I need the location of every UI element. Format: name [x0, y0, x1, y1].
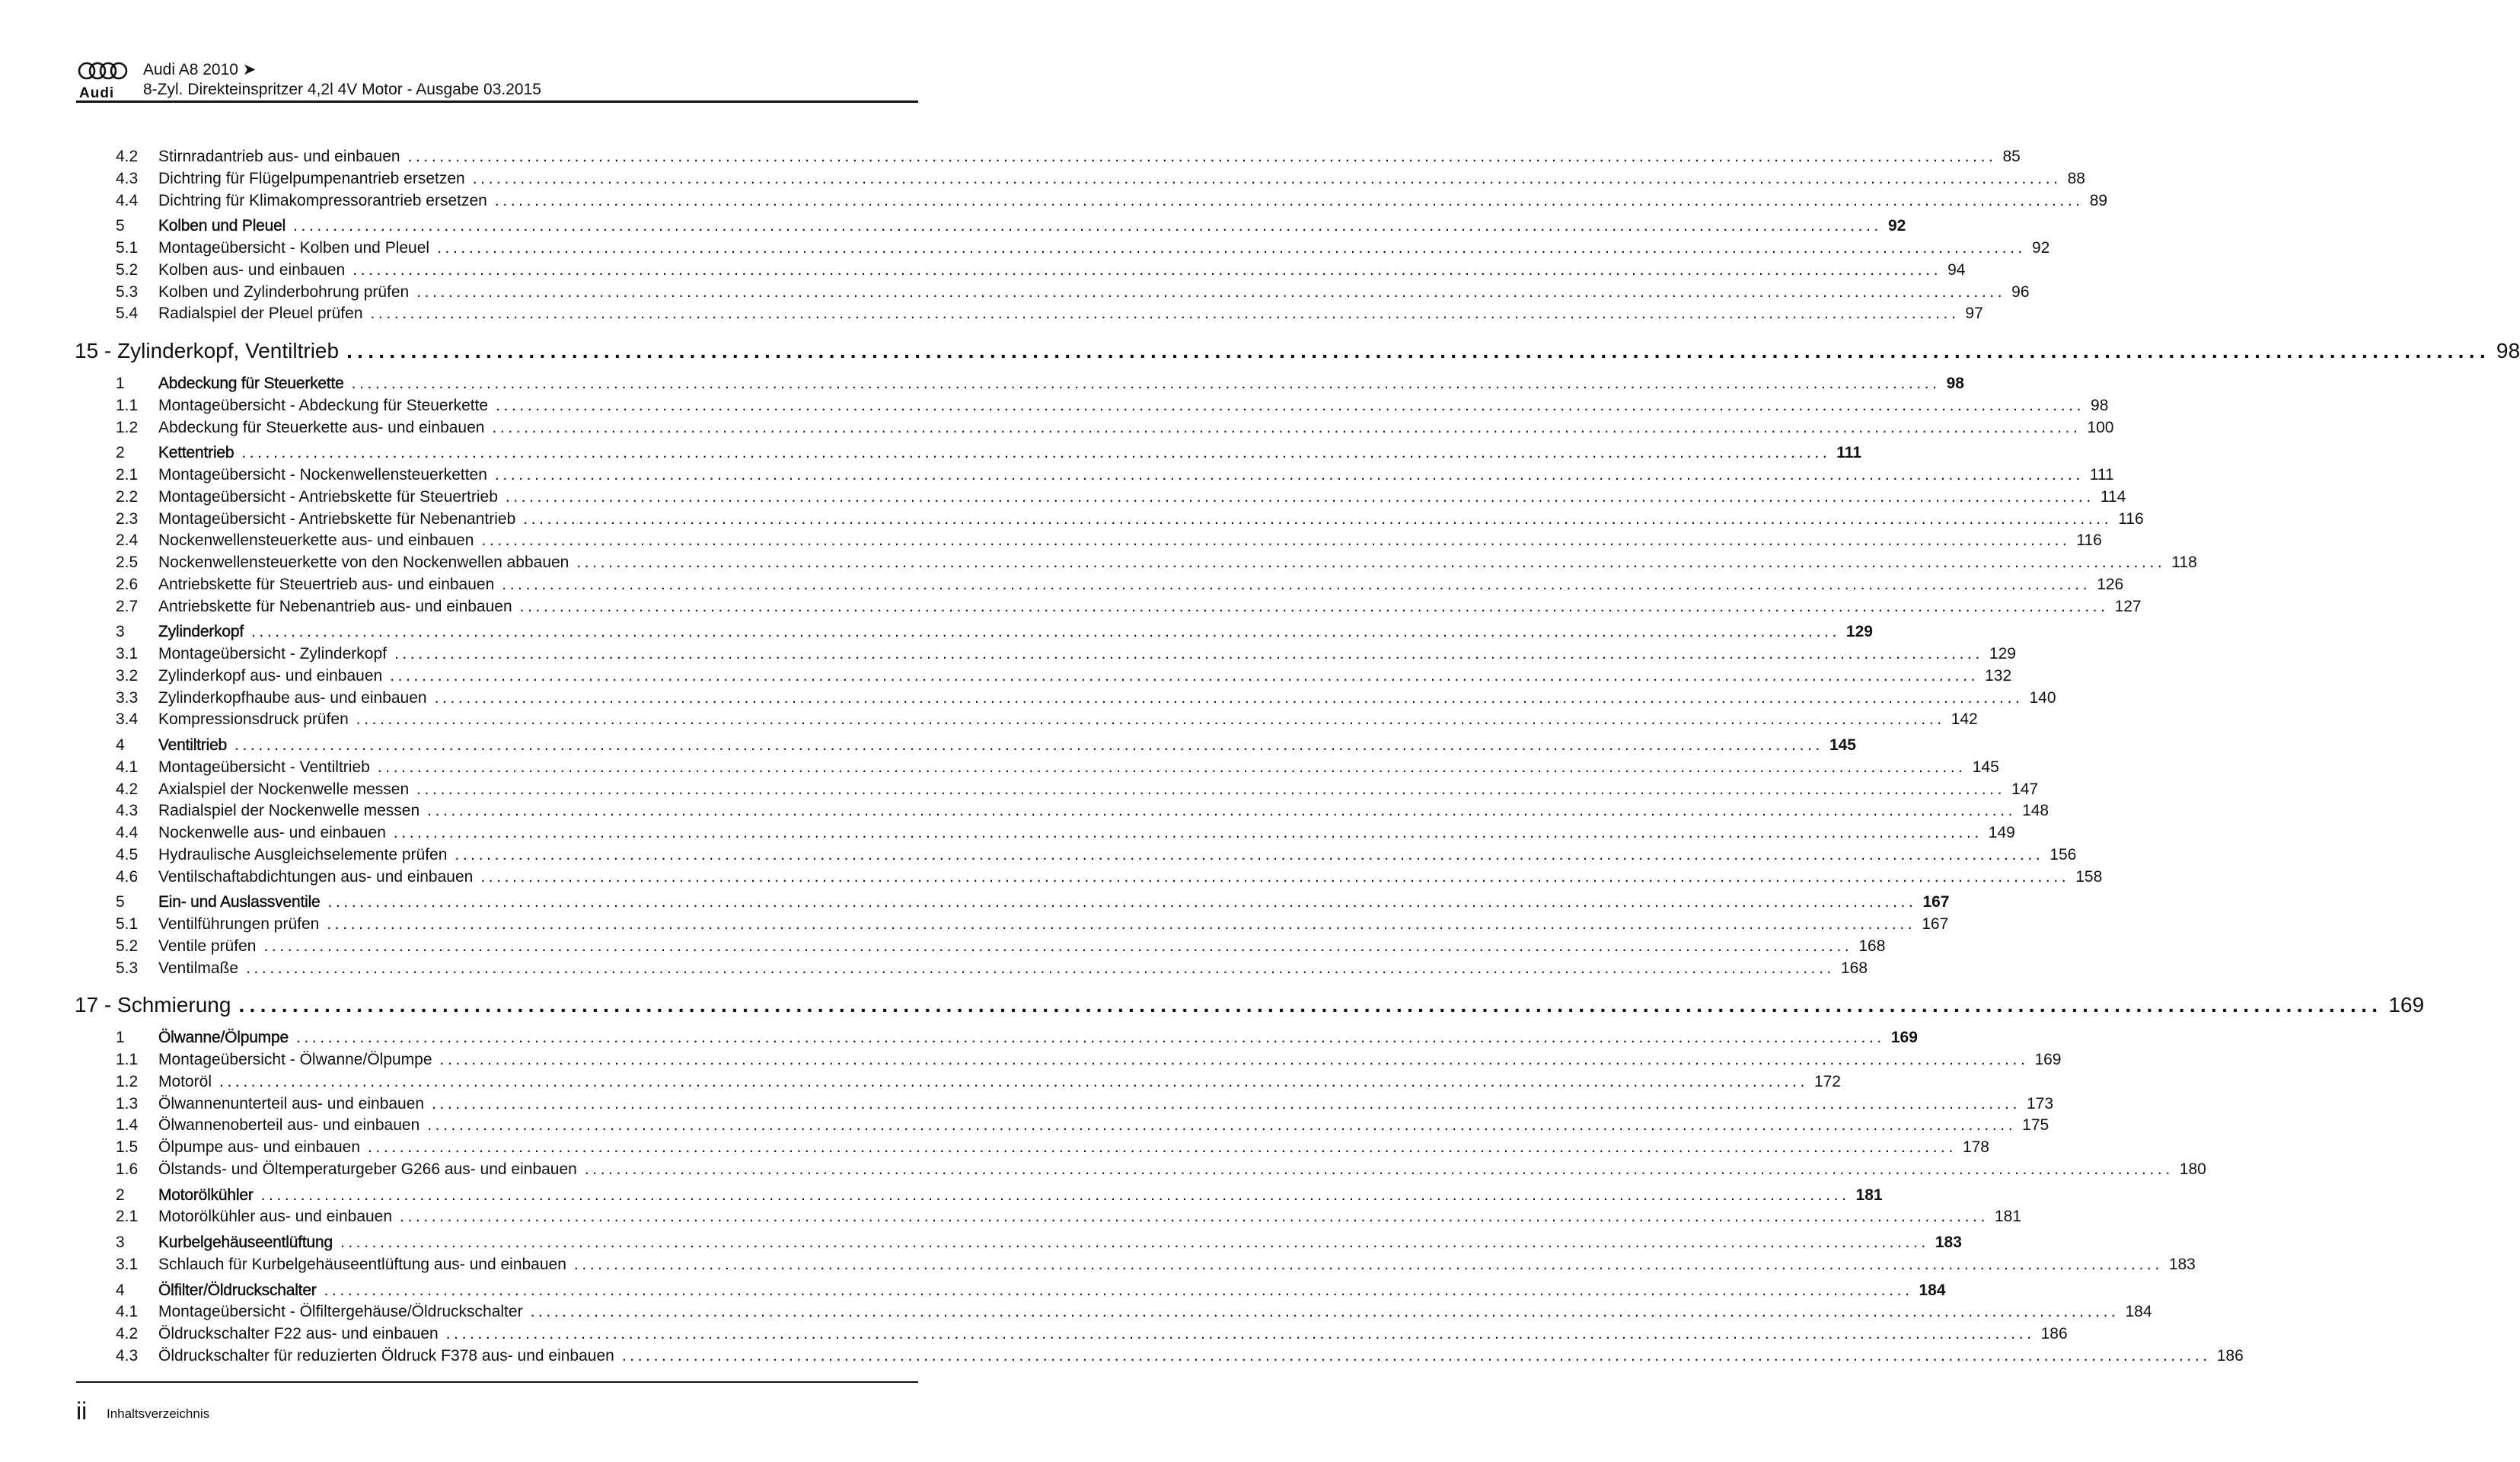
toc-subsection-row[interactable]: [75, 509, 2144, 531]
toc-subsection-row[interactable]: [75, 1071, 1841, 1093]
toc-entry-page: 114: [2100, 487, 2126, 506]
toc-entry-page: 183: [1935, 1234, 1962, 1251]
toc-entry-number: 1.1: [116, 396, 139, 414]
toc-dot-leader: ........................................................................................................................................................................................................: [238, 993, 2383, 1017]
toc-entry-number: 1.1: [116, 1051, 139, 1068]
toc-entry-title: Zylinderkopfhaube aus- und einbauen: [158, 688, 427, 707]
toc-entry-title: Antriebskette für Nebenantrieb aus- und einbauen: [158, 597, 512, 615]
toc-entry-title: Abdeckung für Steuerkette aus- und einbauen: [158, 418, 485, 436]
toc-dot-leader: ........................................................................................................................................................................................................: [573, 1255, 2163, 1273]
toc-entry-page: 129: [1845, 623, 1873, 641]
toc-entry-title: Antriebskette für Steuertrieb aus- und einbauen: [158, 575, 495, 593]
toc-entry-page: 175: [2022, 1116, 2049, 1135]
toc-entry-number: 1.3: [116, 1094, 139, 1112]
toc-entry-page: 98: [2091, 396, 2109, 414]
toc-entry-title: Hydraulische Ausgleichselemente prüfen: [158, 845, 448, 863]
toc-entry-page: 173: [2027, 1094, 2054, 1112]
toc-subsection-row[interactable]: [75, 303, 1983, 325]
toc-dot-leader: ........................................................................................................................................................................................................: [494, 191, 2084, 209]
toc-entry-page: 149: [1988, 824, 2015, 841]
toc-entry-number: 2.7: [116, 597, 139, 615]
footer-page-number: ii: [76, 1397, 88, 1425]
toc-subsection-row[interactable]: [75, 238, 2050, 260]
table-of-contents: [75, 146, 2520, 1368]
toc-subsection-row[interactable]: [75, 417, 2114, 439]
toc-section-row[interactable]: [75, 892, 1950, 914]
toc-entry-number: 4.2: [116, 780, 139, 798]
toc-entry-number: 1.2: [116, 418, 139, 436]
toc-entry-number: 4.3: [116, 802, 139, 820]
toc-entry-title: Montageübersicht - Kolben und Pleuel: [158, 239, 430, 257]
toc-dot-leader: ........................................................................................................................................................................................................: [241, 444, 1831, 462]
toc-subsection-row[interactable]: [75, 779, 2039, 801]
toc-entry-title: Stirnradantrieb aus- und einbauen: [158, 148, 400, 165]
toc-entry-page: 92: [2031, 239, 2050, 257]
toc-subsection-row[interactable]: [75, 395, 2109, 417]
toc-subsection-row[interactable]: [75, 914, 1949, 936]
toc-dot-leader: ........................................................................................................................................................................................................: [407, 148, 1997, 165]
toc-dot-leader: ........................................................................................................................................................................................................: [250, 623, 1840, 641]
header-divider: [76, 101, 918, 103]
toc-entry-page: 97: [1965, 305, 1983, 323]
toc-entry-title: Kurbelgehäuseentlüftung: [158, 1234, 333, 1251]
toc-entry-page: 186: [2040, 1325, 2068, 1342]
toc-dot-leader: ........................................................................................................................................................................................................: [416, 283, 2006, 301]
toc-entry-title: Ölwannenunterteil aus- und einbauen: [158, 1094, 425, 1112]
toc-entry-title: Kettentrieb: [158, 444, 234, 462]
toc-dot-leader: ........................................................................................................................................................................................................: [351, 375, 1941, 392]
toc-dot-leader: ........................................................................................................................................................................................................: [472, 169, 2062, 187]
toc-entry-title: Nockenwellensteuerkette von den Nockenwellen abbauen: [158, 554, 569, 571]
toc-entry-page: 186: [2216, 1346, 2244, 1365]
toc-entry-title: Montageübersicht - Ölwanne/Ölpumpe: [158, 1051, 432, 1068]
toc-dot-leader: ........................................................................................................................................................................................................: [393, 824, 1983, 841]
toc-entry-title: Ventile prüfen: [158, 937, 257, 955]
toc-dot-leader: ........................................................................................................................................................................................................: [416, 780, 2006, 798]
toc-dot-leader: ........................................................................................................................................................................................................: [368, 1138, 1957, 1156]
toc-section-row[interactable]: [75, 373, 1964, 395]
toc-entry-title: Nockenwelle aus- und einbauen: [158, 824, 386, 841]
toc-dot-leader: ........................................................................................................................................................................................................: [370, 305, 1960, 323]
toc-dot-leader: ........................................................................................................................................................................................................: [427, 802, 2017, 820]
toc-entry-number: 2.5: [116, 554, 139, 571]
toc-dot-leader: ........................................................................................................................................................................................................: [356, 710, 1945, 729]
toc-dot-leader: ........................................................................................................................................................................................................: [584, 1160, 2174, 1178]
toc-dot-leader: ........................................................................................................................................................................................................: [327, 893, 1917, 911]
toc-entry-page: 89: [2089, 191, 2108, 209]
toc-dot-leader: ........................................................................................................................................................................................................: [439, 1051, 2029, 1068]
toc-subsection-row[interactable]: [75, 1345, 2244, 1368]
toc-entry-number: 5.3: [116, 959, 139, 977]
toc-entry-number: 2.3: [116, 509, 139, 528]
toc-subsection-row[interactable]: [75, 190, 2108, 212]
toc-chapter-row[interactable]: [75, 333, 2520, 369]
toc-entry-page: 116: [2118, 509, 2144, 528]
toc-entry-page: 148: [2022, 802, 2049, 820]
toc-entry-page: 85: [2002, 148, 2021, 165]
toc-subsection-row[interactable]: [75, 958, 1868, 980]
toc-entry-page: 158: [2075, 867, 2103, 886]
toc-entry-title: Zylinderkopf aus- und einbauen: [158, 666, 383, 685]
toc-dot-leader: ........................................................................................................................................................................................................: [481, 531, 2071, 550]
toc-entry-page: 94: [1947, 260, 1966, 279]
toc-entry-number: 4.6: [116, 867, 139, 886]
toc-entry-title: Ventilführungen prüfen: [158, 915, 320, 933]
toc-subsection-row[interactable]: [75, 757, 1999, 779]
toc-subsection-row[interactable]: [75, 596, 2142, 618]
toc-subsection-row[interactable]: [75, 168, 2085, 190]
toc-dot-leader: ........................................................................................................................................................................................................: [263, 937, 1853, 955]
toc-section-row[interactable]: [75, 621, 1873, 643]
toc-dot-leader: ........................................................................................................................................................................................................: [246, 959, 1835, 977]
toc-entry-title: Montageübersicht - Abdeckung für Steuerkette: [158, 396, 489, 414]
toc-entry-title: Abdeckung für Steuerkette: [158, 375, 344, 392]
toc-entry-title: Ölpumpe aus- und einbauen: [158, 1138, 361, 1156]
toc-entry-title: Montageübersicht - Ölfiltergehäuse/Öldruckschalter: [158, 1303, 523, 1321]
toc-entry-number: 3: [116, 623, 125, 641]
toc-entry-title: Ein- und Auslassventile: [158, 893, 321, 911]
toc-subsection-row[interactable]: [75, 688, 2056, 710]
toc-entry-number: 5.2: [116, 260, 139, 279]
toc-entry-title: Dichtring für Flügelpumpenantrieb ersetzen: [158, 169, 465, 187]
toc-subsection-row[interactable]: [75, 1301, 2152, 1323]
toc-entry-page: 111: [1836, 444, 1862, 462]
toc-dot-leader: ........................................................................................................................................................................................................: [496, 396, 2085, 414]
toc-dot-leader: ........................................................................................................................................................................................................: [427, 1116, 2017, 1135]
document-subtitle: 8-Zyl. Direkteinspritzer 4,2l 4V Motor - Ausgabe 03.2015: [143, 81, 541, 98]
toc-dot-leader: ........................................................................................................................................................................................................: [445, 1325, 2035, 1342]
toc-entry-page: 184: [1919, 1281, 1946, 1299]
toc-entry-page: 88: [2067, 169, 2085, 187]
toc-subsection-row[interactable]: [75, 666, 2012, 688]
toc-dot-leader: ........................................................................................................................................................................................................: [530, 1303, 2120, 1321]
toc-entry-number: 1.4: [116, 1116, 139, 1135]
toc-entry-number: 2.6: [116, 575, 139, 593]
footer-section-label: Inhaltsverzeichnis: [107, 1406, 210, 1421]
toc-entry-number: 2: [116, 1186, 125, 1204]
toc-entry-number: 4.1: [116, 1303, 139, 1321]
toc-dot-leader: ........................................................................................................................................................................................................: [340, 1234, 1929, 1251]
toc-entry-title: Öldruckschalter F22 aus- und einbauen: [158, 1325, 439, 1342]
toc-dot-leader: ........................................................................................................................................................................................................: [519, 597, 2109, 615]
toc-entry-title: Kolben und Pleuel: [158, 217, 286, 235]
toc-entry-title: Montageübersicht - Zylinderkopf: [158, 645, 387, 662]
toc-entry-page: 111: [2089, 466, 2114, 484]
toc-entry-page: 100: [2087, 418, 2114, 436]
toc-dot-leader: ........................................................................................................................................................................................................: [455, 845, 2044, 863]
toc-entry-title: Motoröl: [158, 1072, 212, 1090]
toc-entry-page: 129: [1989, 645, 2016, 662]
toc-entry-title: Ventilschaftabdichtungen aus- und einbauen: [158, 867, 474, 886]
toc-subsection-row[interactable]: [75, 530, 2102, 552]
toc-section-row[interactable]: [75, 735, 1856, 757]
toc-entry-number: 3.1: [116, 645, 139, 662]
toc-subsection-row[interactable]: [75, 822, 2015, 844]
toc-entry-page: 140: [2029, 688, 2056, 707]
toc-entry-number: 2.1: [116, 466, 139, 484]
toc-entry-title: Nockenwellensteuerkette aus- und einbauen: [158, 531, 474, 550]
toc-entry-number: 5.3: [116, 283, 139, 301]
toc-entry-title: Motorölkühler aus- und einbauen: [158, 1208, 393, 1226]
toc-entry-title: Ventilmaße: [158, 959, 239, 977]
toc-entry-title: Ölwannenoberteil aus- und einbauen: [158, 1116, 420, 1135]
toc-entry-title: Ölstands- und Öltemperaturgeber G266 aus- und einbauen: [158, 1160, 577, 1178]
toc-subsection-row[interactable]: [75, 643, 2016, 666]
toc-dot-leader: ........................................................................................................................................................................................................: [492, 418, 2081, 436]
toc-entry-number: 4.5: [116, 845, 139, 863]
toc-entry-page: 145: [1829, 736, 1856, 754]
toc-subsection-row[interactable]: [75, 936, 1886, 958]
toc-entry-title: 15 - Zylinderkopf, Ventiltrieb: [75, 339, 340, 362]
toc-chapter-row[interactable]: [75, 987, 2425, 1023]
toc-dot-leader: ........................................................................................................................................................................................................: [432, 1094, 2021, 1112]
toc-entry-page: 169: [2388, 993, 2425, 1017]
toc-entry-number: 2.1: [116, 1208, 139, 1226]
toc-entry-title: Ventiltrieb: [158, 736, 228, 754]
toc-entry-number: 2.2: [116, 487, 139, 506]
toc-entry-page: 169: [1890, 1029, 1918, 1047]
toc-entry-number: 3.4: [116, 710, 139, 729]
toc-entry-page: 156: [2049, 845, 2077, 863]
toc-entry-number: 3.2: [116, 666, 139, 685]
toc-dot-leader: ........................................................................................................................................................................................................: [234, 736, 1823, 754]
toc-entry-title: Axialspiel der Nockenwelle messen: [158, 780, 410, 798]
toc-dot-leader: ........................................................................................................................................................................................................: [346, 339, 2490, 362]
toc-dot-leader: ........................................................................................................................................................................................................: [434, 688, 2024, 707]
toc-entry-page: 142: [1951, 710, 1978, 729]
toc-entry-number: 3.1: [116, 1255, 139, 1273]
document-title: Audi A8 2010 ➤: [143, 61, 257, 78]
toc-entry-page: 98: [1946, 375, 1964, 392]
toc-dot-leader: ........................................................................................................................................................................................................: [480, 867, 2070, 886]
toc-entry-page: 167: [1922, 915, 1949, 933]
toc-dot-leader: ........................................................................................................................................................................................................: [621, 1346, 2211, 1365]
toc-entry-page: 172: [1813, 1072, 1841, 1090]
toc-dot-leader: ........................................................................................................................................................................................................: [494, 466, 2084, 484]
toc-entry-number: 1.6: [116, 1160, 139, 1178]
audi-rings-logo: [78, 61, 128, 81]
toc-subsection-row[interactable]: [75, 1206, 2021, 1228]
toc-entry-title: Kompressionsdruck prüfen: [158, 710, 349, 729]
toc-subsection-row[interactable]: [75, 800, 2049, 822]
toc-subsection-row[interactable]: [75, 1115, 2049, 1137]
toc-entry-number: 1.2: [116, 1072, 139, 1090]
toc-section-row[interactable]: [75, 1185, 1883, 1207]
toc-entry-page: 98: [2496, 339, 2520, 362]
toc-entry-number: 5: [116, 217, 125, 235]
toc-entry-number: 3.3: [116, 688, 139, 707]
toc-entry-page: 126: [2097, 575, 2124, 593]
toc-subsection-row[interactable]: [75, 146, 2021, 168]
footer-divider: [76, 1381, 918, 1383]
toc-entry-title: Zylinderkopf: [158, 623, 244, 641]
toc-entry-page: 116: [2076, 531, 2102, 550]
toc-subsection-row[interactable]: [75, 709, 1978, 731]
toc-entry-number: 4.2: [116, 148, 139, 165]
toc-subsection-row[interactable]: [75, 1323, 2068, 1345]
toc-entry-number: 5.1: [116, 239, 139, 257]
toc-entry-page: 167: [1922, 893, 1950, 911]
toc-section-row[interactable]: [75, 215, 1906, 238]
toc-entry-title: Ölfilter/Öldruckschalter: [158, 1281, 317, 1299]
toc-subsection-row[interactable]: [75, 464, 2114, 487]
toc-subsection-row[interactable]: [75, 282, 2030, 304]
toc-entry-number: 1.5: [116, 1138, 139, 1156]
toc-entry-number: 4.3: [116, 1346, 139, 1365]
toc-dot-leader: ........................................................................................................................................................................................................: [295, 1029, 1885, 1047]
toc-dot-leader: ........................................................................................................................................................................................................: [400, 1208, 1989, 1226]
toc-entry-number: 4.3: [116, 169, 139, 187]
toc-entry-page: 132: [1985, 666, 2012, 685]
toc-entry-page: 147: [2011, 780, 2039, 798]
toc-subsection-row[interactable]: [75, 487, 2126, 509]
toc-entry-title: Montageübersicht - Antriebskette für Steuertrieb: [158, 487, 498, 506]
toc-subsection-row[interactable]: [75, 1093, 2054, 1116]
toc-entry-number: 1: [116, 375, 125, 392]
toc-entry-title: Radialspiel der Nockenwelle messen: [158, 802, 420, 820]
toc-entry-page: 92: [1887, 217, 1906, 235]
toc-dot-leader: ........................................................................................................................................................................................................: [327, 915, 1916, 933]
toc-entry-page: 168: [1840, 959, 1868, 977]
toc-entry-number: 2.4: [116, 531, 139, 550]
toc-subsection-row[interactable]: [75, 260, 1966, 282]
toc-subsection-row[interactable]: [75, 1159, 2206, 1181]
toc-entry-number: 4: [116, 736, 125, 754]
toc-subsection-row[interactable]: [75, 1137, 1989, 1159]
toc-entry-number: 5.4: [116, 305, 139, 323]
toc-entry-number: 4: [116, 1281, 125, 1299]
toc-subsection-row[interactable]: [75, 867, 2103, 889]
toc-entry-title: Öldruckschalter für reduzierten Öldruck F378 aus- und einbauen: [158, 1346, 614, 1365]
toc-entry-page: 118: [2171, 554, 2197, 571]
toc-entry-page: 184: [2125, 1303, 2152, 1321]
toc-entry-page: 181: [1855, 1186, 1883, 1204]
toc-dot-leader: ........................................................................................................................................................................................................: [390, 666, 1979, 685]
toc-entry-title: Dichtring für Klimakompressorantrieb ersetzen: [158, 191, 487, 209]
toc-entry-title: Schlauch für Kurbelgehäuseentlüftung aus- und einbauen: [158, 1255, 566, 1273]
toc-entry-number: 5: [116, 893, 125, 911]
toc-section-row[interactable]: [75, 1280, 1946, 1302]
toc-dot-leader: ........................................................................................................................................................................................................: [260, 1186, 1850, 1204]
toc-entry-title: Montageübersicht - Antriebskette für Nebenantrieb: [158, 509, 516, 528]
toc-entry-title: Ölwanne/Ölpumpe: [158, 1029, 289, 1047]
toc-dot-leader: ........................................................................................................................................................................................................: [505, 487, 2094, 506]
toc-entry-page: 181: [1994, 1208, 2021, 1226]
toc-entry-number: 5.1: [116, 915, 139, 933]
toc-entry-number: 2: [116, 444, 125, 462]
audi-logo-text: Audi: [79, 85, 115, 101]
toc-dot-leader: ........................................................................................................................................................................................................: [377, 758, 1967, 776]
toc-dot-leader: ........................................................................................................................................................................................................: [437, 239, 2026, 257]
toc-entry-title: 17 - Schmierung: [75, 993, 231, 1017]
toc-entry-page: 145: [1972, 758, 1999, 776]
toc-entry-page: 168: [1858, 937, 1886, 955]
toc-dot-leader: ........................................................................................................................................................................................................: [324, 1281, 1913, 1299]
toc-section-row[interactable]: [75, 442, 1862, 464]
toc-entry-page: 169: [2034, 1051, 2062, 1068]
toc-entry-title: Montageübersicht - Nockenwellensteuerketten: [158, 466, 487, 484]
toc-entry-title: Montageübersicht - Ventiltrieb: [158, 758, 370, 776]
toc-entry-number: 4.4: [116, 824, 139, 841]
toc-subsection-row[interactable]: [75, 844, 2077, 867]
toc-dot-leader: ........................................................................................................................................................................................................: [293, 217, 1882, 235]
toc-dot-leader: ........................................................................................................................................................................................................: [219, 1072, 1808, 1090]
toc-entry-page: 96: [2011, 283, 2030, 301]
toc-entry-page: 183: [2168, 1255, 2196, 1273]
toc-subsection-row[interactable]: [75, 574, 2124, 596]
toc-entry-number: 4.4: [116, 191, 139, 209]
toc-entry-page: 180: [2179, 1160, 2206, 1178]
toc-entry-number: 1: [116, 1029, 125, 1047]
toc-subsection-row[interactable]: [75, 1049, 2062, 1071]
toc-dot-leader: ........................................................................................................................................................................................................: [502, 575, 2091, 593]
toc-entry-page: 178: [1962, 1138, 1989, 1156]
toc-entry-title: Motorölkühler: [158, 1186, 254, 1204]
toc-dot-leader: ........................................................................................................................................................................................................: [352, 260, 1942, 279]
toc-dot-leader: ........................................................................................................................................................................................................: [576, 554, 2166, 571]
toc-subsection-row[interactable]: [75, 552, 2197, 574]
toc-subsection-row[interactable]: [75, 1254, 2196, 1276]
toc-entry-title: Radialspiel der Pleuel prüfen: [158, 305, 363, 323]
toc-entry-page: 127: [2114, 597, 2142, 615]
toc-section-row[interactable]: [75, 1232, 1962, 1254]
toc-dot-leader: ........................................................................................................................................................................................................: [523, 509, 2113, 528]
toc-section-row[interactable]: [75, 1027, 1918, 1049]
toc-entry-number: 4.2: [116, 1325, 139, 1342]
toc-entry-title: Kolben und Zylinderbohrung prüfen: [158, 283, 410, 301]
toc-entry-title: Kolben aus- und einbauen: [158, 260, 346, 279]
toc-entry-number: 4.1: [116, 758, 139, 776]
toc-entry-number: 5.2: [116, 937, 139, 955]
toc-entry-number: 3: [116, 1234, 125, 1251]
toc-dot-leader: ........................................................................................................................................................................................................: [394, 645, 1983, 662]
